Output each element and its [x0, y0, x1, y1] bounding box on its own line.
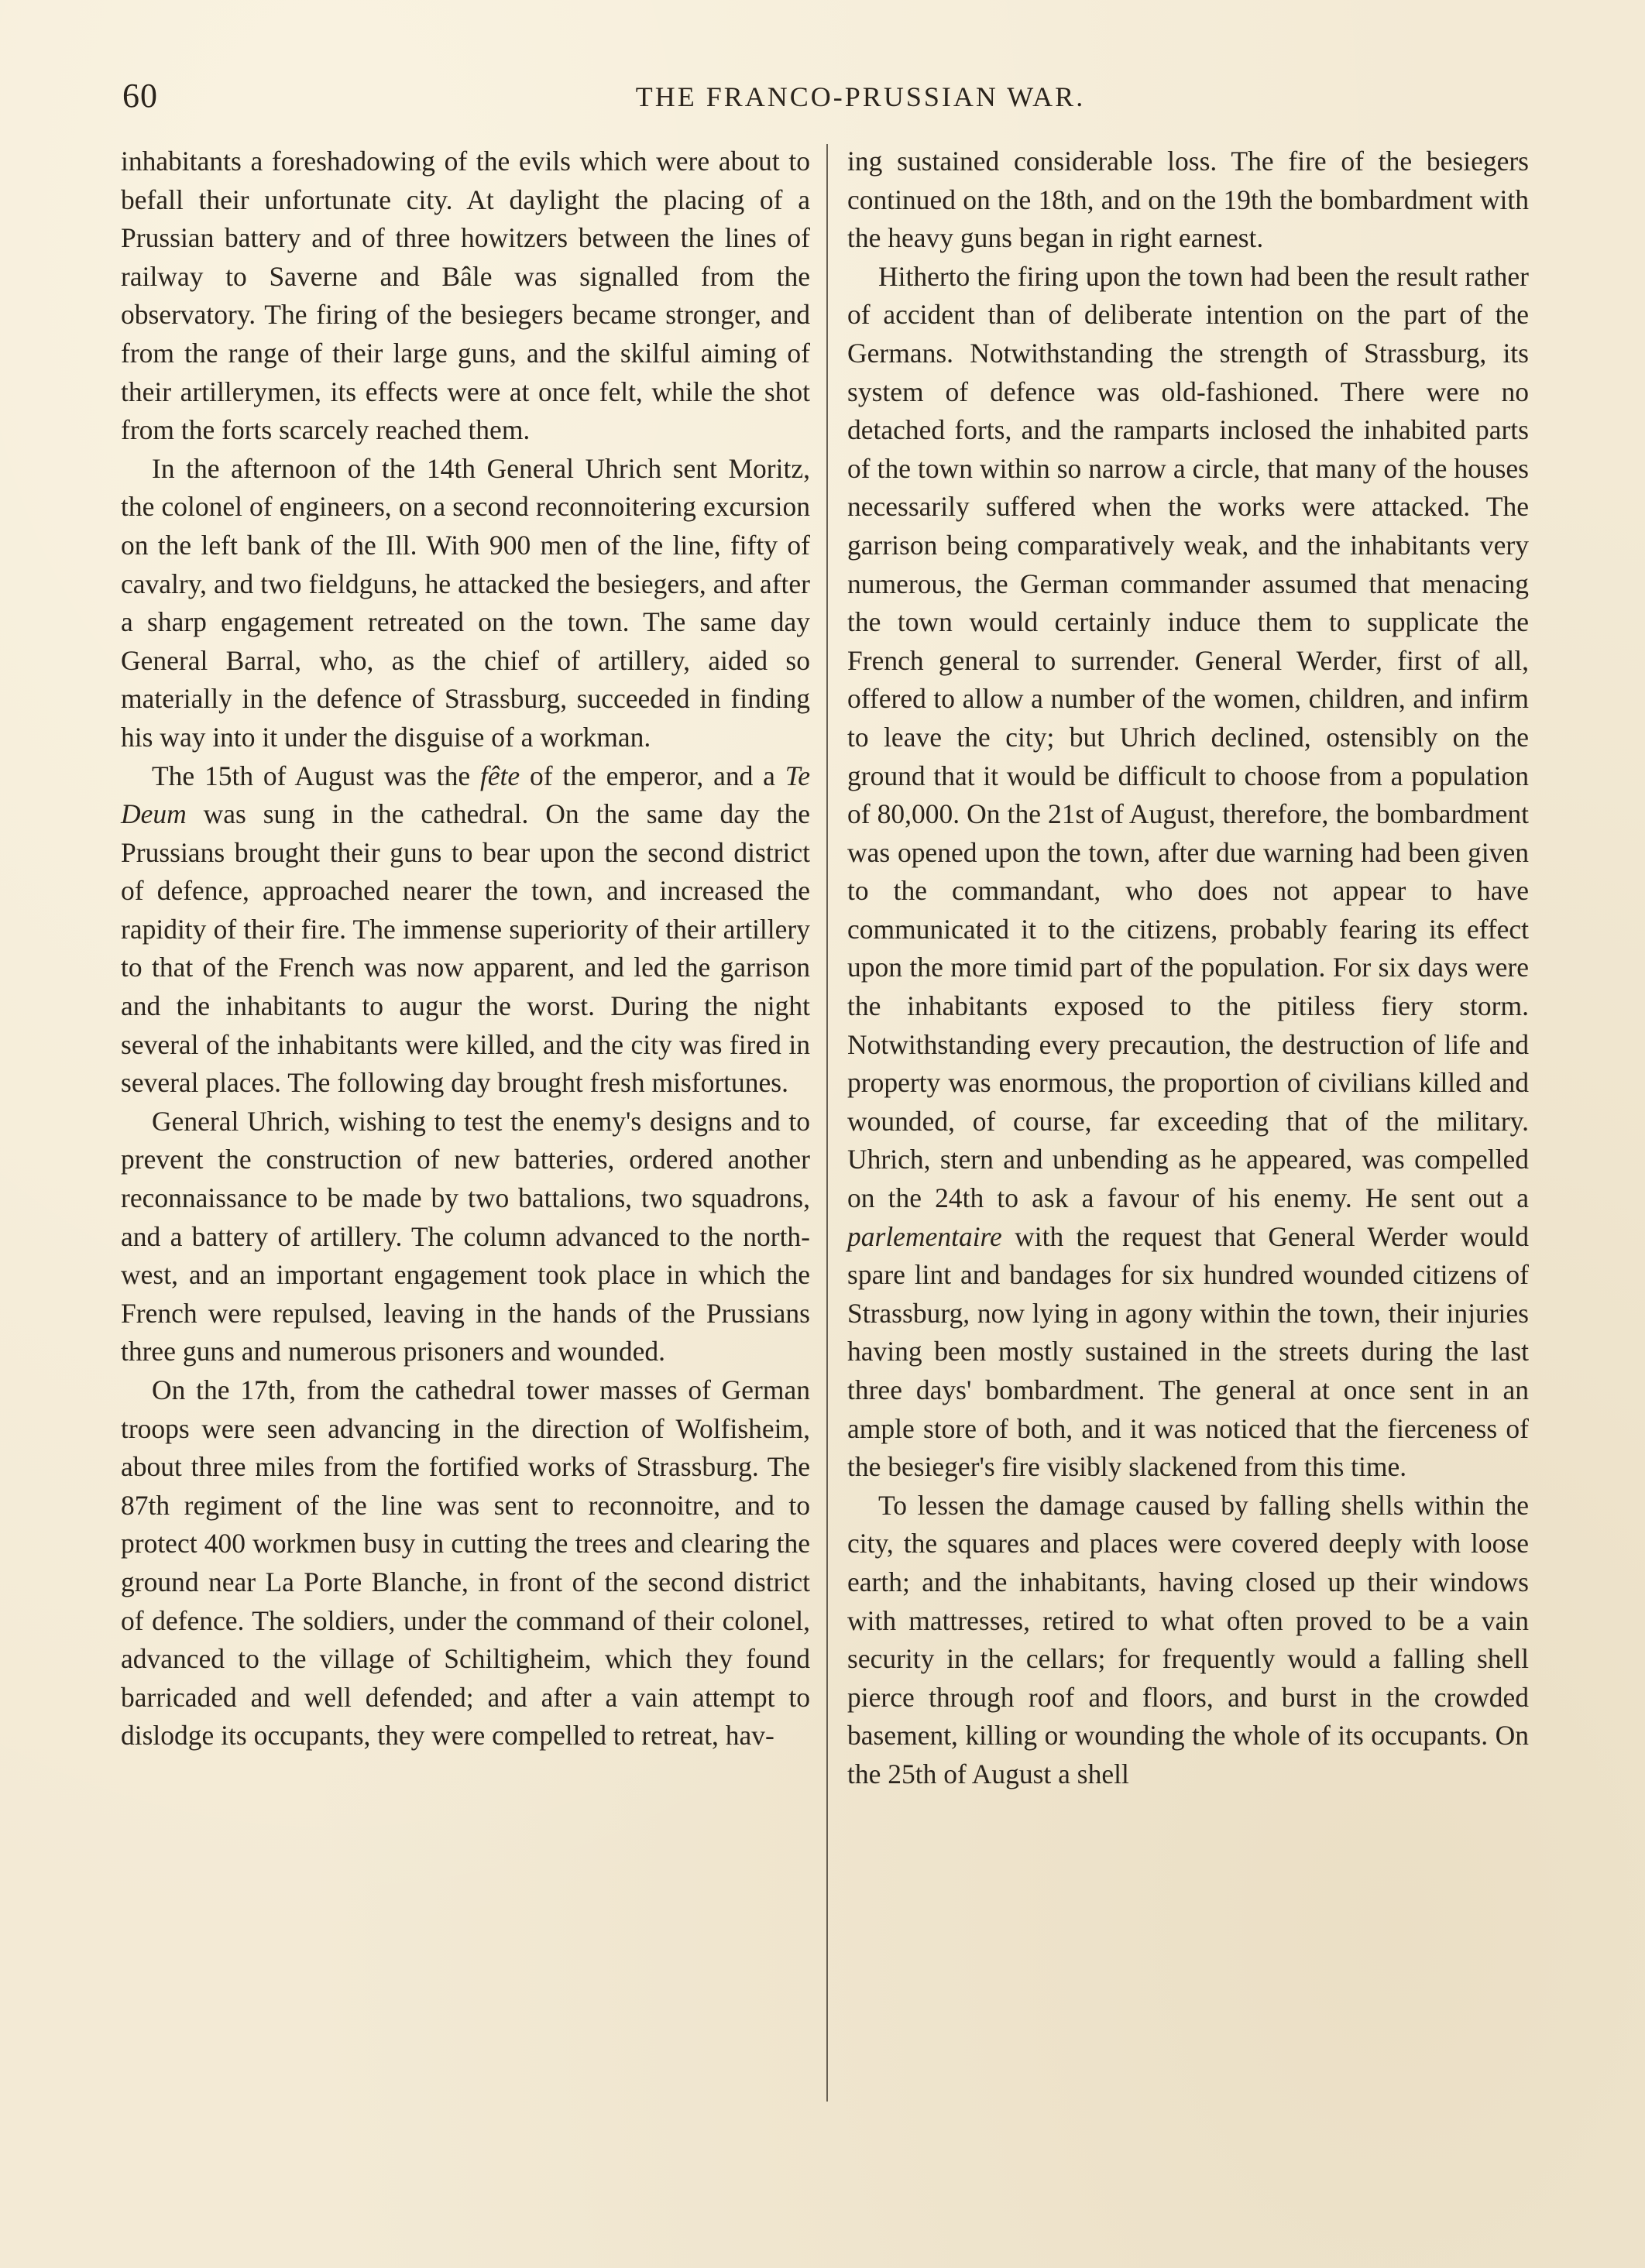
paragraph: ing sustained considerable loss. The fire of the besiegers continued on the 18th, and on the 19th the bombardment with the heavy guns began in right earnest. [847, 146, 1529, 254]
paragraph-text: with the request that General Werder would spare lint and bandages for six hundred wounded citizens of Strassburg, now lying in agony within the town, their injuries having been mostly sustained in the streets during the last three days' bombardment. The general at once sent in an ample store of both, and it was noticed that the fierceness of the besieger's fire visibly slackened from this time. [847, 1220, 1529, 1483]
page-number: 60 [122, 77, 158, 115]
paragraph-text: was sung in the cathedral. On the same day the Prussians brought their guns to bear upon the second district of defence, approached nearer the town, and increased the rapidity of their fire. The immense superiority of their artillery to that of the French was now apparent, and led the garrison and the inhabitants to augur the worst. During the night several of the inhabitants were killed, and the city was fired in several places. The following day brought fresh misfortunes. [121, 798, 810, 1099]
paragraph: To lessen the damage caused by falling shells within the city, the squares and places were covered deeply with loose earth; and the inhabitants, having closed up their windows with mattresses, retired to what often proved to be a vain security in the cellars; for frequently would a falling shell pierce through roof and floors, and burst in the crowded basement, killing or wounding the whole of its occupants. On the 25th of August a shell [847, 1489, 1529, 1789]
paragraph: inhabitants a foreshadowing of the evils which were about to befall their unfortunate city. At daylight the placing of a Prussian battery and of three howitzers between the lines of railway to Saverne and Bâle was signalled from the observatory. The firing of the besiegers became stronger, and from the range of their large guns, and the skilful aiming of their artillerymen, its effects were at once felt, while the shot from the forts scarcely reached them. [121, 146, 810, 446]
paragraph: In the afternoon of the 14th General Uhrich sent Moritz, the colonel of engineers, on a second reconnoitering excursion on the left bank of the Ill. With 900 men of the line, fifty of cavalry, and two fieldguns, he attacked the besiegers, and after a sharp engagement retreated on the town. The same day General Barral, who, as the chief of artillery, aided so materially in the defence of Strassburg, succeeded in finding his way into it under the disguise of a workman. [121, 452, 810, 753]
paragraph: General Uhrich, wishing to test the enemy's designs and to prevent the construction of new batteries, ordered another reconnaissance to be made by two battalions, two squadrons, and a battery of artillery. The column advanced to the north-west, and an important engagement took place in which the French were repulsed, leaving in the hands of the Prussians three guns and numerous prisoners and wounded. [121, 1105, 810, 1367]
italic-term-te-deum: Te Deum [121, 760, 810, 830]
paragraph-text: The 15th of August was the [152, 760, 480, 791]
running-title: THE FRANCO-PRUSSIAN WAR. [635, 81, 1086, 112]
column-divider [826, 144, 828, 2102]
page-header [122, 76, 1537, 122]
left-column [121, 142, 810, 1755]
italic-term-fete: fête [479, 760, 520, 791]
paragraph: On the 17th, from the cathedral tower masses of German troops were seen advancing in the direction of Wolfisheim, about three miles from the fortified works of Strassburg. The 87th regiment of the line was sent to reconnoitre, and to protect 400 workmen busy in cutting the trees and clearing the ground near La Porte Blanche, in front of the second district of defence. The soldiers, under the command of their colonel, advanced to the village of Schiltigheim, which they found barricaded and well defended; and after a vain attempt to dislodge its occupants, they were compelled to retreat, hav- [121, 1374, 810, 1752]
paragraph [847, 258, 1529, 1487]
right-column [847, 142, 1529, 1794]
italic-term-parlementaire: parlementaire [847, 1220, 1002, 1252]
paragraph-text: Hitherto the firing upon the town had been the result rather of accident than of deliberate intention on the part of the Germans. Notwithstanding the strength of Strassburg, its system of defence was old-fashioned. There were no detached forts, and the ramparts inclosed the inhabited parts of the town within so narrow a circle, that many of the houses necessarily suffered when the works were attacked. The garrison being comparatively weak, and the inhabitants very numerous, the German commander assumed that menacing the town would certainly induce them to supplicate the French general to surrender. General Werder, first of all, offered to allow a number of the women, children, and infirm to leave the city; but Uhrich declined, ostensibly on the ground that it would be difficult to choose from a population of 80,000. On the 21st of August, therefore, the bombardment was opened upon the town, after due warning had been given to the commandant, who does not appear to have communicated it to the citizens, probably fearing its effect upon the more timid part of the population. For six days were the inhabitants exposed to the pitiless fiery storm. Notwithstanding every precaution, the destruction of life and property was enormous, the proportion of civilians killed and wounded, of course, far exceeding that of the military. Uhrich, stern and unbending as he appeared, was compelled on the 24th to ask a favour of his enemy. He sent out a [847, 260, 1529, 1214]
paragraph [121, 757, 810, 1103]
paragraph-text: of the emperor, and a [520, 760, 785, 791]
